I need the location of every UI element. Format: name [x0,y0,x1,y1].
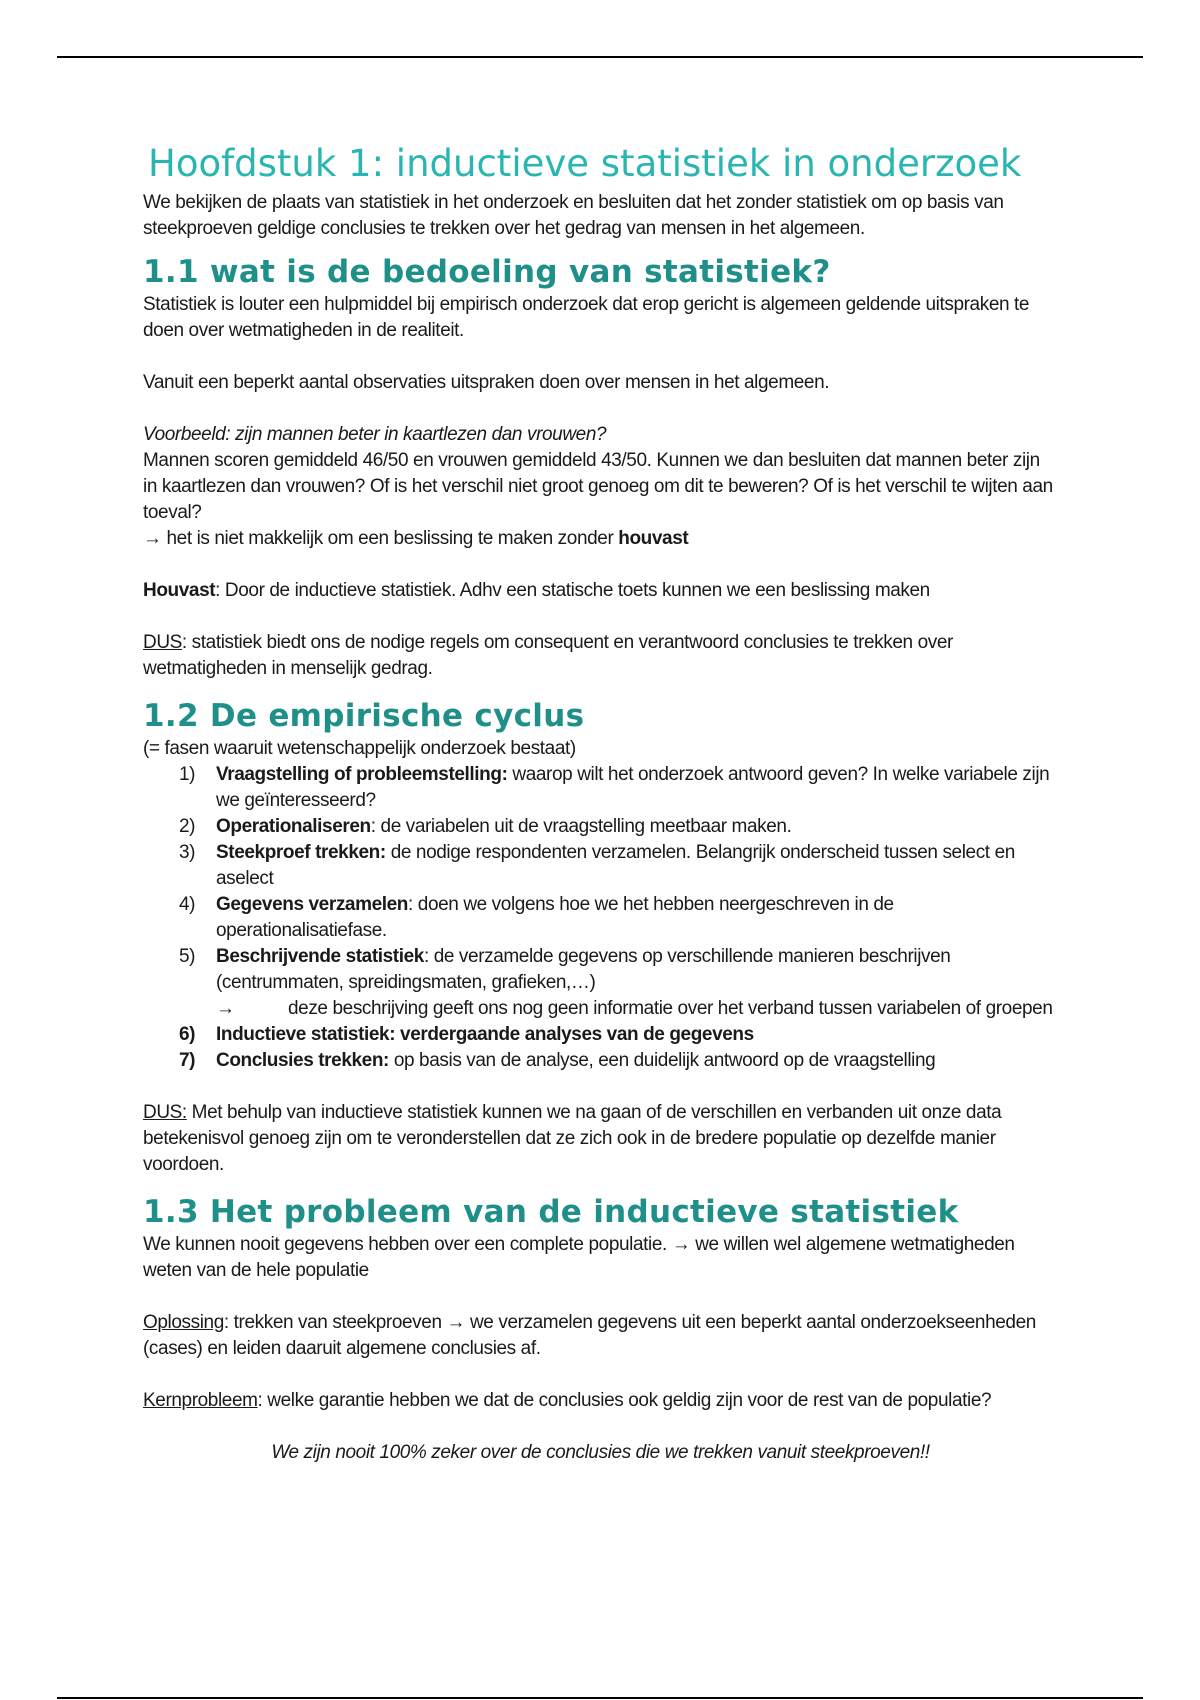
list-item: 3) Steekproef trekken: de nodige respondenten verzamelen. Belangrijk onderscheid tussen select en aselect [179,842,1015,889]
empirical-cycle-list [143,762,1058,1074]
list-item: 2) Operationaliseren: de variabelen uit de vraagstelling meetbaar maken. [179,816,792,837]
list-item: 6) Inductieve statistiek: verdergaande analyses van de gegevens [179,1024,754,1045]
kernprobleem-text: : welke garantie hebben we dat de conclusies ook geldig zijn voor de rest van de populatie? [257,1390,992,1411]
s1-paragraph-1: Statistiek is louter een hulpmiddel bij empirisch onderzoek dat erop gericht is algemeen geldende uitspraken te doen over wetmatigheden in de realiteit. [143,294,1030,341]
s3-paragraph-1: We kunnen nooit gegevens hebben over een complete populatie. → we willen wel algemene wetmatigheden weten van de hele populatie [143,1234,1015,1281]
kernprobleem-label: Kernprobleem [143,1390,258,1411]
top-rule [57,56,1143,58]
closing-statement: We zijn nooit 100% zeker over de conclusies die we trekken vanuit steekproeven!! [271,1442,930,1463]
dus-text: Met behulp van inductieve statistiek kunnen we na gaan of de verschillen en verbanden uit onze data betekenisvol genoeg zijn om te veronderstellen dat ze zich ook in de bredere populatie op dezelfde manier voordoen. [143,1102,1002,1175]
section-2-heading: 1.2 De empirische cyclus [143,698,585,734]
houvast-text: : Door de inductieve statistiek. Adhv een statische toets kunnen we een beslissing maken [215,580,930,601]
document-body [143,138,1058,1466]
list-item: 4) Gegevens verzamelen: doen we volgens hoe we het hebben neergeschreven in de operationalisatiefase. [179,894,894,941]
list-item: 1) Vraagstelling of probleemstelling: waarop wilt het onderzoek antwoord geven? In welke variabele zijn we geïnteresseerd? [179,764,1050,811]
s2-dus [143,1100,1058,1178]
section-3-heading: 1.3 Het probleem van de inductieve statistiek [143,1194,959,1230]
oplossing-text: : trekken van steekproeven → we verzamelen gegevens uit een beperkt aantal onderzoekseenheden (cases) en leiden daaruit algemene conclusies af. [143,1312,1036,1359]
dus-label: DUS: [143,1102,187,1123]
oplossing-label: Oplossing [143,1312,224,1333]
arrow-icon: → [216,998,235,1019]
houvast-label: Houvast [143,580,216,601]
dus-text: : statistiek biedt ons de nodige regels om consequent en verantwoord conclusies te trekken over wetmatigheden in menselijk gedrag. [143,632,953,679]
bottom-rule [57,1697,1143,1699]
s1-arrow-line [143,526,1058,552]
s1-arrow-bold: houvast [618,528,689,549]
page-title: Hoofdstuk 1: inductieve statistiek in onderzoek [148,142,1022,185]
s3-oplossing [143,1310,1058,1362]
s3-kernprobleem [143,1388,1058,1414]
section-1-heading: 1.1 wat is de bedoeling van statistiek? [143,254,831,290]
sub-arrow-note: → deze beschrijving geeft ons nog geen informatie over het verband tussen variabelen of groepen [216,996,1058,1022]
list-item: 7) Conclusies trekken: op basis van de analyse, een duidelijk antwoord op de vraagstelling [179,1050,936,1071]
intro-paragraph: We bekijken de plaats van statistiek in het onderzoek en besluiten dat het zonder statistiek om op basis van steekproeven geldige conclusies te trekken over het gedrag van mensen in het algemeen. [143,192,1004,239]
list-item: 5) Beschrijvende statistiek: de verzamelde gegevens op verschillende manieren beschrijven (centrummaten, spreidingsmaten, grafieken,…) → deze beschrijving geeft ons nog geen informatie over het verband tussen variabelen of groepen [143,944,1058,1022]
s2-subtitle: (= fasen waaruit wetenschappelijk onderzoek bestaat) [143,738,576,759]
s1-arrow-text: → het is niet makkelijk om een beslissing te maken zonder [143,528,619,549]
s1-example-text: Mannen scoren gemiddeld 46/50 en vrouwen gemiddeld 43/50. Kunnen we dan besluiten dat mannen beter zijn in kaartlezen dan vrouwen? Of is het verschil niet groot genoeg om dit te beweren? Of is het verschil te wijten aan toeval? [143,450,1053,523]
s1-dus [143,630,1058,682]
s1-example-label: Voorbeeld: zijn mannen beter in kaartlezen dan vrouwen? [143,424,607,445]
dus-label: DUS [143,632,182,653]
s1-paragraph-2: Vanuit een beperkt aantal observaties uitspraken doen over mensen in het algemeen. [143,372,830,393]
s1-houvast [143,578,1058,604]
